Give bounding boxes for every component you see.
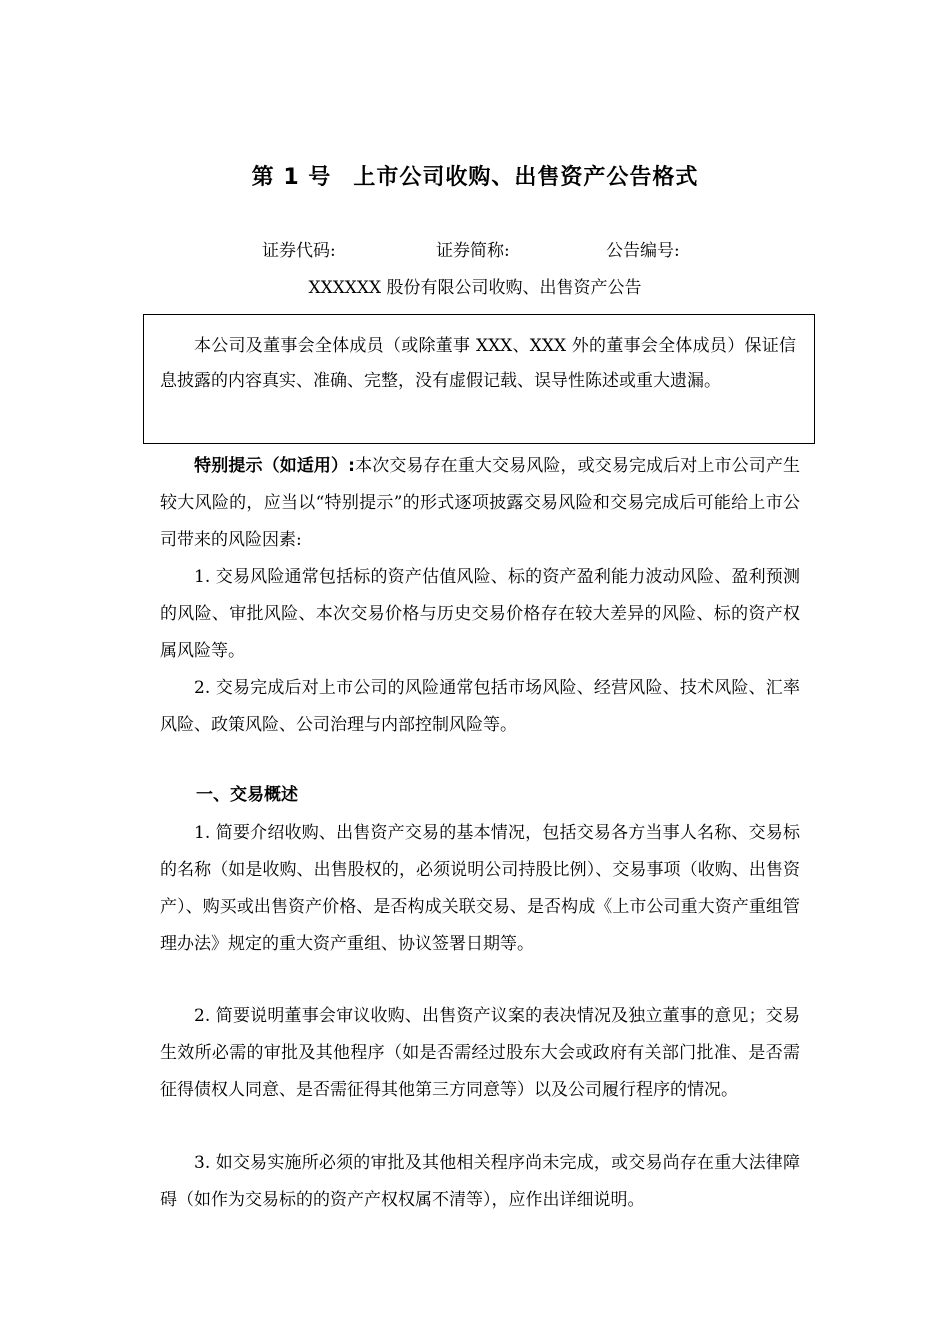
security-short-name-label: 证券简称: xyxy=(436,241,510,261)
overview-item-text: 3. 如交易实施所必须的审批及其他相关程序尚未完成，或交易尚存在重大法律障碍（如作为交易标的的资产产权权属不清等），应作出详细说明。 xyxy=(160,1153,800,1210)
section-heading-overview: 一、交易概述 xyxy=(196,785,298,805)
special-notice-text: 本次交易存在重大交易风险，或交易完成后对上市公司产生较大风险的，应当以“特别提示”的形式逐项披露交易风险和交易完成后可能给上市公司带来的风险因素: xyxy=(160,456,800,550)
overview-item-text: 1. 简要介绍收购、出售资产交易的基本情况，包括交易各方当事人名称、交易标的名称（如是收购、出售股权的，必须说明公司持股比例）、交易事项（收购、出售资产）、购买或出售资产价格、是否构成关联交易、是否构成《上市公司重大资产重组管理办法》规定的重大资产重组、协议签署日期等。 xyxy=(160,823,800,954)
overview-item-2 xyxy=(160,998,800,1109)
security-code-label: 证券代码: xyxy=(262,241,336,261)
page-title xyxy=(0,160,950,191)
notice-subtitle: XXXXXX 股份有限公司收购、出售资产公告 xyxy=(308,278,642,298)
title-text: 上市公司收购、出售资产公告格式 xyxy=(353,165,699,190)
board-guarantee-text: 本公司及董事会全体成员（或除董事 XXX、XXX 外的董事会全体成员）保证信息披露的内容真实、准确、完整，没有虚假记载、误导性陈述或重大遗漏。 xyxy=(160,336,796,391)
overview-item-1 xyxy=(160,815,800,963)
special-notice-item-1 xyxy=(160,559,800,670)
special-notice-label: 特别提示（如适用）: xyxy=(194,456,355,476)
title-number: 第 1 号 xyxy=(251,165,332,190)
special-notice-item-text: 2. 交易完成后对上市公司的风险通常包括市场风险、经营风险、技术风险、汇率风险、政策风险、公司治理与内部控制风险等。 xyxy=(160,678,800,735)
special-notice-item-2 xyxy=(160,670,800,744)
special-notice-item-text: 1. 交易风险通常包括标的资产估值风险、标的资产盈利能力波动风险、盈利预测的风险、审批风险、本次交易价格与历史交易价格存在较大差异的风险、标的资产权属风险等。 xyxy=(160,567,800,661)
overview-item-text: 2. 简要说明董事会审议收购、出售资产议案的表决情况及独立董事的意见；交易生效所必需的审批及其他程序（如是否需经过股东大会或政府有关部门批准、是否需征得债权人同意、是否需征得其他第三方同意等）以及公司履行程序的情况。 xyxy=(160,1006,800,1100)
overview-item-3 xyxy=(160,1145,800,1219)
special-notice-paragraph xyxy=(160,448,800,559)
notice-number-label: 公告编号: xyxy=(606,241,680,261)
board-guarantee-box xyxy=(143,314,815,444)
